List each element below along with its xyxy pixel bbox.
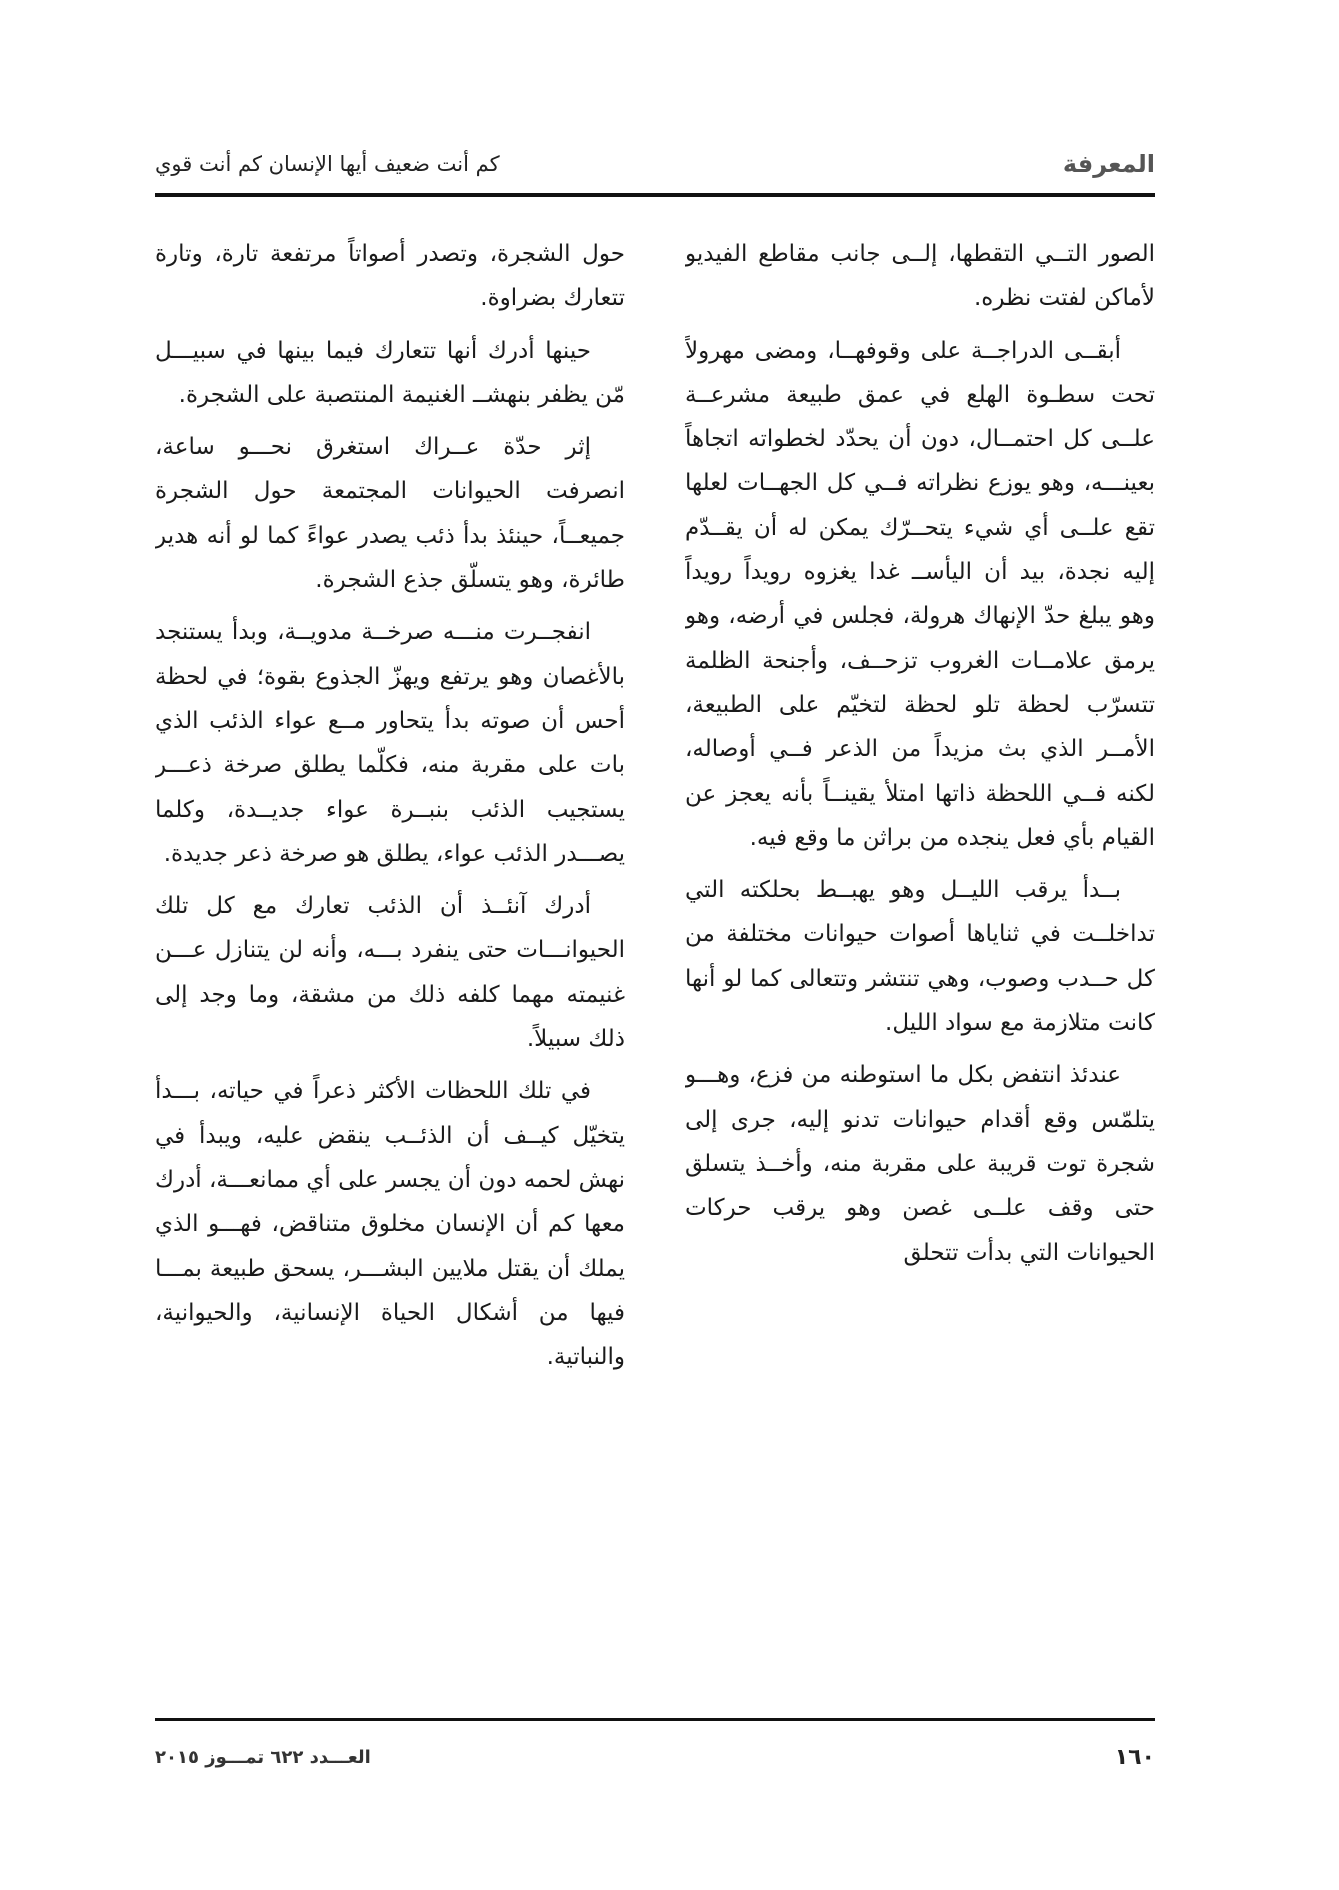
issue-info: العـــدد ٦٢٢ تمـــوز ٢٠١٥ [155, 1747, 371, 1768]
page-header [155, 150, 1155, 190]
page-number: ١٦٠ [1114, 1745, 1155, 1770]
running-title: كم أنت ضعيف أيها الإنسان كم أنت قوي [155, 152, 500, 176]
magazine-logo: المعرفة [1062, 150, 1155, 178]
footer-rule [155, 1718, 1155, 1721]
paragraph: أدرك آنئــذ أن الذئب تعارك مع كل تلك الحيوانـــات حتى ينفرد بـــه، وأنه لن يتنازل عـــن غنيمته مهما كلفه ذلك من مشقة، وما وجد إلى ذلك سبيلاً. [155, 893, 625, 1053]
paragraph: في تلك اللحظات الأكثر ذعراً في حياته، بـــدأ يتخيّل كيــف أن الذئــب ينقض عليه، ويبدأ في نهش لحمه دون أن يجسر على أي ممانعـــة، أدرك معها كم أن الإنسان مخلوق متناقض، فهـــو الذي يملك أن يقتل ملايين البشـــر، يسحق طبيعة بمـــا فيها من أشكال الحياة الإنسانية، والحيوانية، والنباتية. [155, 1078, 625, 1371]
paragraph: حول الشجرة، وتصدر أصواتاً مرتفعة تارة، وتارة تتعارك بضراوة. [155, 241, 625, 312]
paragraph: الصور التــي التقطها، إلــى جانب مقاطع الفيديو لأماكن لفتت نظره. [685, 241, 1155, 312]
paragraph: عندئذ انتفض بكل ما استوطنه من فزع، وهـــو يتلمّس وقع أقدام حيوانات تدنو إليه، جرى إلى شجرة توت قريبة على مقربة منه، وأخــذ يتسلق حتى وقف علــى غصن وهو يرقب حركات الحيوانات التي بدأت تتحلق [685, 1062, 1155, 1266]
header-rule [155, 193, 1155, 197]
text-column-left [155, 232, 625, 1702]
text-column-right [685, 232, 1155, 1702]
page-footer [155, 1745, 1155, 1775]
paragraph: بــدأ يرقب الليــل وهو يهبــط بحلكته التي تداخلــت في ثناياها أصوات حيوانات مختلفة من كل حــدب وصوب، وهي تنتشر وتتعالى كما لو أنها كانت متلازمة مع سواد الليل. [685, 877, 1155, 1037]
paragraph: أبقــى الدراجــة على وقوفهــا، ومضى مهرولاً تحت سطـوة الهلع في عمق طبيعة مشرعــة علــى كل احتمــال، دون أن يحدّد لخطواته اتجاهاً بعينـــه، وهو يوزع نظراته فــي كل الجهــات لعلها تقع علــى أي شيء يتحــرّك يمكن له أن يقــدّم إليه نجدة، بيد أن اليأســ غدا يغزوه رويداً رويداً وهو يبلغ حدّ الإنهاك هرولة، فجلس في أرضه، وهو يرمق علامــات الغروب تزحــف، وأجنحة الظلمة تتسرّب لحظة تلو لحظة لتخيّم على الطبيعة، الأمــر الذي بث مزيداً من الذعر فــي أوصاله، لكنه فــي اللحظة ذاتها امتلأ يقينــاً بأنه يعجز عن القيام بأي فعل ينجده من براثن ما وقع فيه. [685, 337, 1155, 851]
paragraph: حينها أدرك أنها تتعارك فيما بينها في سبيـــل مّن يظفر بنهشــ الغنيمة المنتصبة على الشجرة. [155, 337, 625, 408]
paragraph: انفجــرت منـــه صرخــة مدويــة، وبدأ يستنجد بالأغصان وهو يرتفع ويهزّ الجذوع بقوة؛ في لحظة أحس أن صوته بدأ يتحاور مــع عواء الذئب الذي بات على مقربة منه، فكلّما يطلق صرخة ذعـــر يستجيب الذئب بنبــرة عواء جديــدة، وكلما يصـــدر الذئب عواء، يطلق هو صرخة ذعر جديدة. [155, 619, 625, 867]
paragraph: إثر حدّة عــراك استغرق نحـــو ساعة، انصرفت الحيوانات المجتمعة حول الشجرة جميعــاً، حينئذ بدأ ذئب يصدر عواءً كما لو أنه هدير طائرة، وهو يتسلّق جذع الشجرة. [155, 434, 625, 594]
